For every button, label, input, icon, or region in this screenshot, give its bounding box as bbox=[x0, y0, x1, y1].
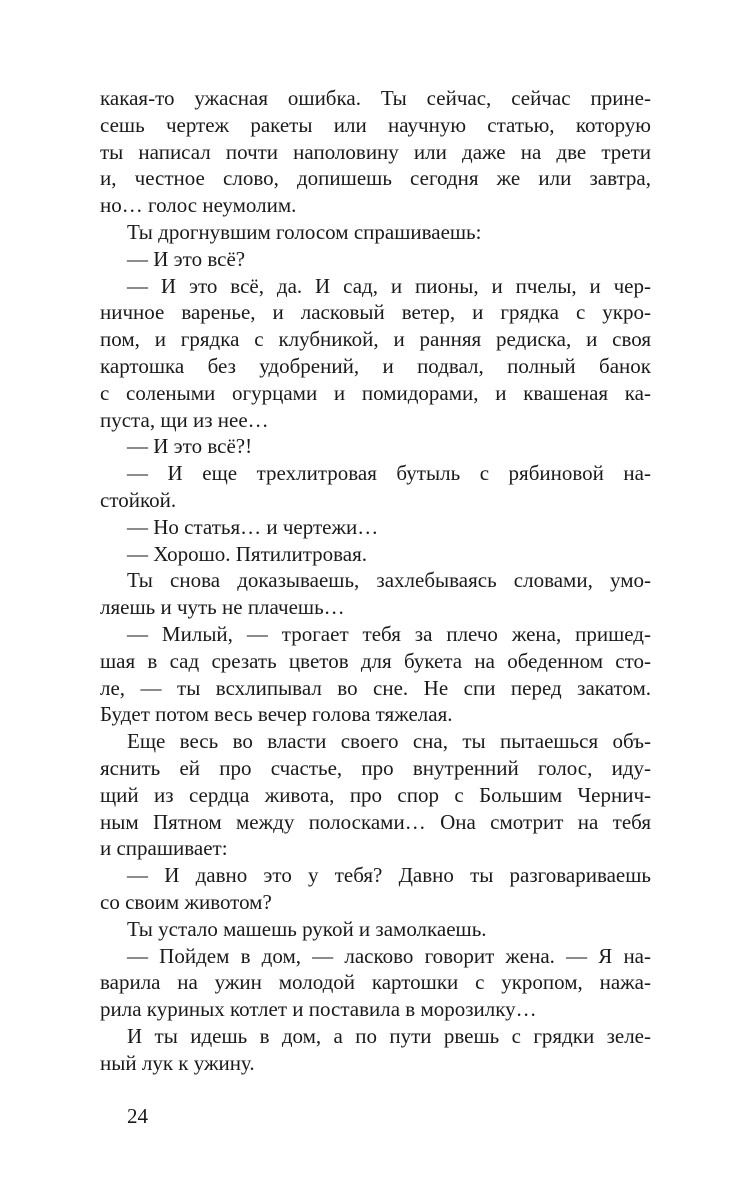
text-line: с солеными огурцами и помидорами, и квашеная ка- bbox=[100, 380, 651, 405]
paragraph bbox=[100, 219, 651, 246]
text-line: — И это всё? bbox=[127, 246, 246, 271]
text-line: со своим животом? bbox=[100, 889, 272, 914]
page-number: 24 bbox=[127, 1104, 148, 1128]
text-line: Будет потом весь вечер голова тяжелая. bbox=[100, 702, 453, 727]
text-line: яснить ей про счастье, про внутренний голос, иду- bbox=[100, 755, 651, 780]
paragraph bbox=[100, 246, 651, 273]
text-line: пуста, щи из нее… bbox=[100, 407, 269, 432]
text-line: и спрашивает: bbox=[100, 836, 228, 861]
text-line: — И это всё?! bbox=[127, 434, 253, 459]
text-line: рила куриных котлет и поставила в морозилку… bbox=[100, 997, 537, 1022]
text-line: пом, и грядка с клубникой, и ранняя редиска, и своя bbox=[100, 327, 651, 352]
text-line: — Милый, — трогает тебя за плечо жена, пришед- bbox=[127, 621, 651, 646]
paragraph bbox=[100, 460, 651, 514]
text-line: ле, — ты всхлипывал во сне. Не спи перед закатом. bbox=[100, 675, 651, 700]
text-line: какая-то ужасная ошибка. Ты сейчас, сейчас прине- bbox=[100, 86, 651, 110]
text-line: — И еще трехлитровая бутыль с рябиновой на- bbox=[127, 461, 651, 486]
text-line: ляешь и чуть не плачешь… bbox=[100, 595, 345, 620]
text-line: картошка без удобрений, и подвал, полный банок bbox=[100, 353, 651, 378]
paragraph bbox=[100, 728, 651, 862]
text-line: — И давно это у тебя? Давно ты разговариваешь bbox=[127, 863, 651, 888]
text-line: И ты идешь в дом, а по пути рвешь с грядки зеле- bbox=[127, 1023, 651, 1048]
text-line: — И это всё, да. И сад, и пионы, и пчелы, и чер- bbox=[127, 273, 651, 298]
text-line: — Хорошо. Пятилитровая. bbox=[127, 541, 368, 566]
text-line: — Но статья… и чертежи… bbox=[127, 514, 379, 539]
text-line: шая в сад срезать цветов для букета на обеденном сто- bbox=[100, 648, 651, 673]
paragraph bbox=[100, 541, 651, 568]
text-line: и, честное слово, допишешь сегодня же или завтра, bbox=[100, 166, 651, 191]
paragraph bbox=[100, 514, 651, 541]
text-line: щий из сердца живота, про спор с Большим Чернич- bbox=[100, 782, 651, 807]
text-line: Ты устало машешь рукой и замолкаешь. bbox=[127, 916, 487, 941]
paragraph bbox=[100, 621, 651, 728]
paragraph bbox=[100, 567, 651, 621]
text-line: Ты снова доказываешь, захлебываясь словами, умо- bbox=[127, 568, 651, 593]
paragraph bbox=[100, 1023, 651, 1077]
text-line: Ты дрогнувшим голосом спрашиваешь: bbox=[127, 219, 482, 244]
text-line: ничное варенье, и ласковый ветер, и грядка с укро- bbox=[100, 300, 651, 325]
text-line: ный лук к ужину. bbox=[100, 1050, 255, 1075]
paragraph bbox=[100, 862, 651, 916]
paragraph bbox=[100, 85, 651, 219]
text-line: стойкой. bbox=[100, 487, 177, 512]
text-line: варила на ужин молодой картошки с укропом, нажа- bbox=[100, 970, 651, 995]
text-line: Еще весь во власти своего сна, ты пытаешься объ- bbox=[127, 729, 651, 754]
paragraph bbox=[100, 273, 651, 434]
text-line: — Пойдем в дом, — ласково говорит жена. — Я на- bbox=[127, 943, 651, 968]
text-line: но… голос неумолим. bbox=[100, 193, 297, 218]
paragraph bbox=[100, 943, 651, 1023]
paragraph bbox=[100, 433, 651, 460]
text-line: ным Пятном между полосками… Она смотрит на тебя bbox=[100, 809, 651, 834]
text-line: ты написал почти наполовину или даже на две трети bbox=[100, 139, 651, 164]
paragraph bbox=[100, 916, 651, 943]
page-body-text bbox=[100, 85, 651, 1076]
text-line: сешь чертеж ракеты или научную статью, которую bbox=[100, 112, 651, 137]
